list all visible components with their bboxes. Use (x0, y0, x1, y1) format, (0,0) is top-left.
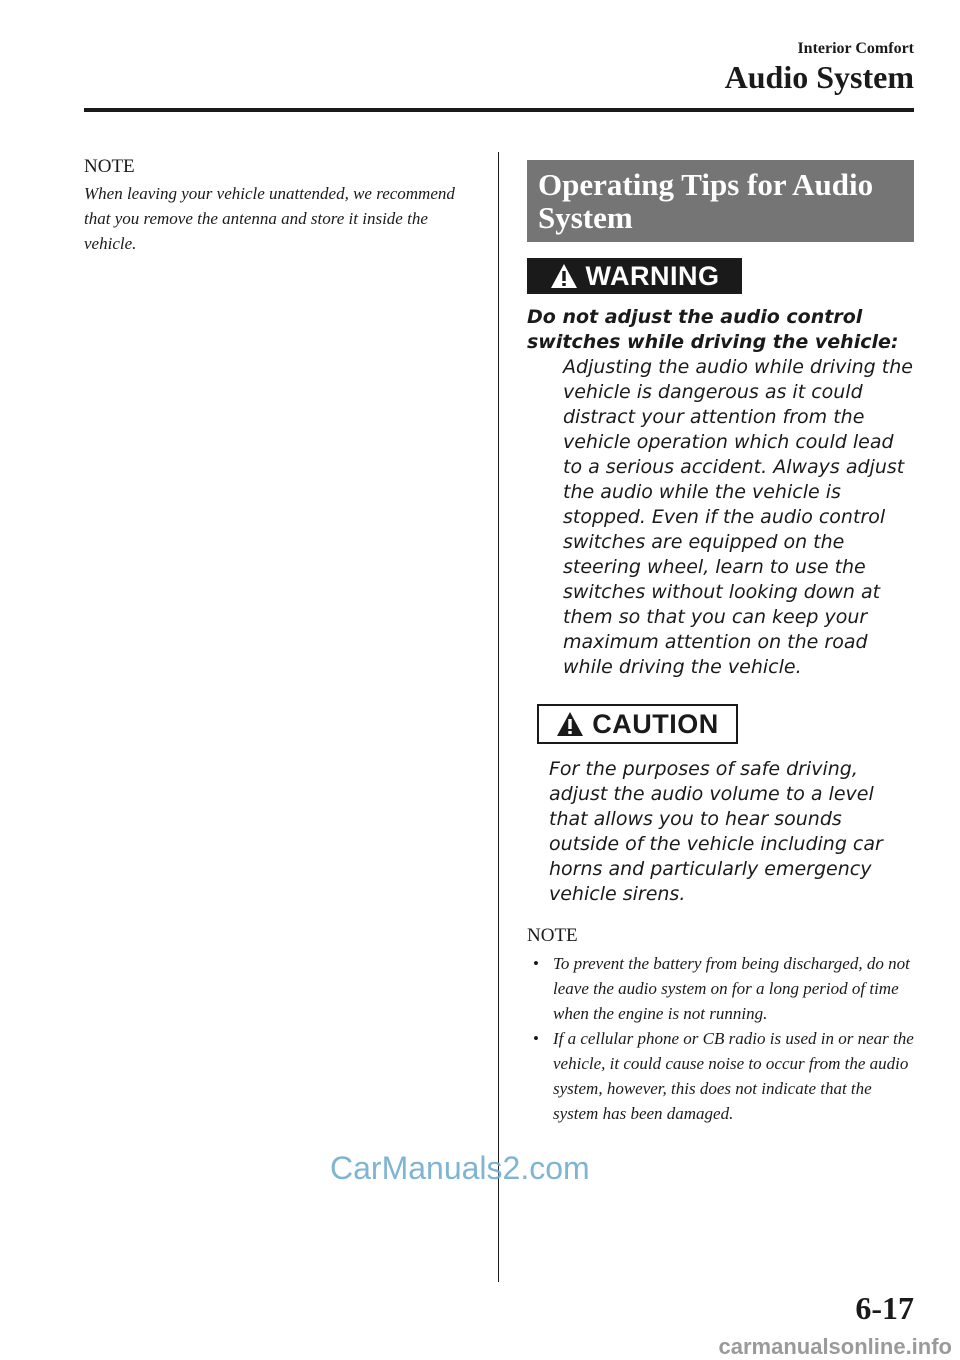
page-header (725, 40, 914, 96)
footer-watermark: carmanualsonline.info (718, 1334, 952, 1359)
list-item-text: To prevent the battery from being discharged, do not leave the audio system on for a long period of time when the engine is not running. (553, 954, 910, 1023)
watermark: CarManuals2.com (330, 1150, 590, 1186)
page-number: 6-17 (855, 1290, 914, 1326)
header-rule (84, 108, 914, 112)
caution-icon (556, 711, 584, 737)
note-text: When leaving your vehicle unattended, we recommend that you remove the antenna and store it inside the vehicle. (84, 184, 455, 253)
note-title: NOTE (527, 925, 578, 946)
list-item (527, 1026, 914, 1126)
warning-banner (527, 258, 742, 294)
warning-body: Adjusting the audio while driving the vehicle is dangerous as it could distract your attention from the vehicle operation which could lead to a serious accident. Always adjust the audio while the vehicle is stopped. Even if the audio control switches are equipped on the steering wheel, learn to use the switches without looking down at them so that you can keep your maximum attention on the road while driving the vehicle. (563, 356, 913, 678)
list-item-text: If a cellular phone or CB radio is used in or near the vehicle, it could cause noise to occur from the audio system, however, this does not indicate that the system has been damaged. (553, 1029, 914, 1123)
caution-body: For the purposes of safe driving, adjust the audio volume to a level that allows you to hear sounds outside of the vehicle including car horns and particularly emergency vehicle sirens. (549, 758, 883, 905)
left-column (84, 156, 474, 256)
warning-lead: Do not adjust the audio control switches while driving the vehicle: (527, 306, 899, 353)
note-title: NOTE (84, 156, 135, 177)
bullet-icon: • (533, 1029, 539, 1048)
note-list (527, 951, 914, 1126)
right-column (527, 160, 914, 1126)
warning-label: WARNING (585, 260, 720, 291)
header-section: Interior Comfort (797, 40, 914, 57)
header-chapter: Audio System (724, 59, 914, 95)
warning-icon (550, 263, 578, 289)
caution-banner (537, 704, 738, 744)
caution-label: CAUTION (592, 708, 719, 739)
list-item (527, 951, 914, 1026)
section-title: Operating Tips for Audio System (527, 160, 914, 242)
column-divider (498, 152, 499, 1282)
bullet-icon: • (533, 954, 539, 973)
